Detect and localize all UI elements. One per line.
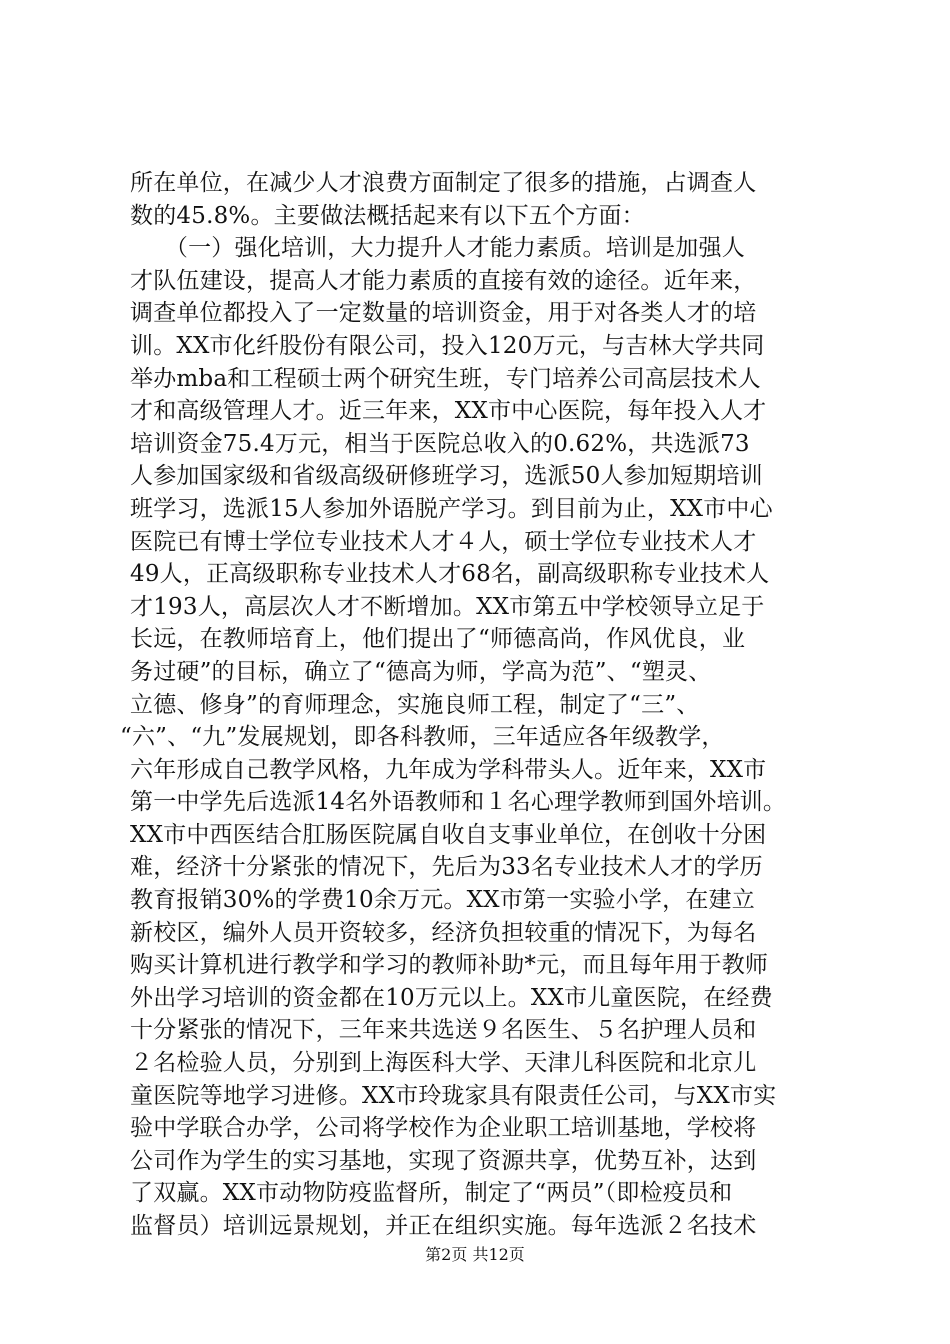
- text-line: （一）强化培训，大力提升人才能力素质。培训是加强人: [130, 235, 745, 262]
- text-line: 数的45.8%。主要做法概括起来有以下五个方面：: [130, 202, 645, 229]
- text-line: 才193人，高层次人才不断增加。XX市第五中学校领导立足于: [130, 593, 765, 620]
- text-line: 培训资金75.4万元，相当于医院总收入的0.62%，共选派73: [130, 430, 750, 457]
- text-line: 调查单位都投入了一定数量的培训资金，用于对各类人才的培: [130, 300, 757, 327]
- document-body: [120, 167, 830, 1243]
- text-line: 六年形成自己教学风格，九年成为学科带头人。近年来，XX市: [130, 756, 767, 783]
- text-line: 医院已有博士学位专业技术人才４人，硕士学位专业技术人才: [130, 528, 757, 555]
- text-line: 难，经济十分紧张的情况下，先后为33名专业技术人才的学历: [130, 854, 763, 881]
- text-line: 训。XX市化纤股份有限公司，投入120万元，与吉林大学共同: [130, 332, 765, 359]
- page-number-footer: 第2页 共12页: [425, 1245, 525, 1264]
- text-line: 新校区，编外人员开资较多，经济负担较重的情况下，为每名: [130, 919, 757, 946]
- text-line: 务过硬”的目标，确立了“德高为师，学高为范”、“塑灵、: [130, 658, 712, 685]
- text-line: 人参加国家级和省级高级研修班学习，选派50人参加短期培训: [130, 463, 763, 490]
- text-line: 才和高级管理人才。近三年来，XX市中心医院，每年投入人才: [130, 398, 767, 425]
- text-line: 外出学习培训的资金都在10万元以上。XX市儿童医院，在经费: [130, 984, 773, 1011]
- text-line: ２名检验人员，分别到上海医科大学、天津儿科医院和北京儿: [130, 1050, 757, 1077]
- text-line: 验中学联合办学，公司将学校作为企业职工培训基地，学校将: [130, 1115, 757, 1142]
- text-line: 购买计算机进行教学和学习的教师补助*元，而且每年用于教师: [130, 952, 769, 979]
- text-line: 监督员）培训远景规划，并正在组织实施。每年选派２名技术: [130, 1213, 757, 1239]
- text-line: “六”、“九”发展规划，即各科教师，三年适应各年级教学，: [120, 724, 725, 751]
- text-line: 49人，正高级职称专业技术人才68名，副高级职称专业技术人: [130, 561, 770, 588]
- text-line: 十分紧张的情况下，三年来共选送９名医生、５名护理人员和: [130, 1017, 757, 1044]
- text-line: 长远，在教师培育上，他们提出了“师德高尚，作风优良，业: [130, 626, 746, 653]
- text-line: 了双赢。XX市动物防疫监督所，制定了“两员”（即检疫员和: [130, 1180, 733, 1207]
- text-line: 公司作为学生的实习基地，实现了资源共享，优势互补，达到: [130, 1147, 757, 1174]
- text-line: 第一中学先后选派14名外语教师和１名心理学教师到国外培训。: [130, 789, 787, 816]
- text-line: 班学习，选派15人参加外语脱产学习。到目前为止，XX市中心: [130, 495, 773, 522]
- text-line: 举办mba和工程硕士两个研究生班，专门培养公司高层技术人: [130, 365, 761, 392]
- text-line: 童医院等地学习进修。XX市玲珑家具有限责任公司，与XX市实: [130, 1082, 777, 1109]
- text-line: 教育报销30%的学费10余万元。XX市第一实验小学，在建立: [130, 887, 755, 914]
- text-line: 所在单位，在减少人才浪费方面制定了很多的措施，占调查人: [130, 170, 757, 196]
- text-line: 才队伍建设，提高人才能力素质的直接有效的途径。近年来，: [130, 267, 757, 294]
- text-line: XX市中西医结合肛肠医院属自收自支事业单位，在创收十分困: [130, 821, 767, 848]
- text-line: 立德、修身”的育师理念，实施良师工程，制定了“三”、: [130, 691, 700, 718]
